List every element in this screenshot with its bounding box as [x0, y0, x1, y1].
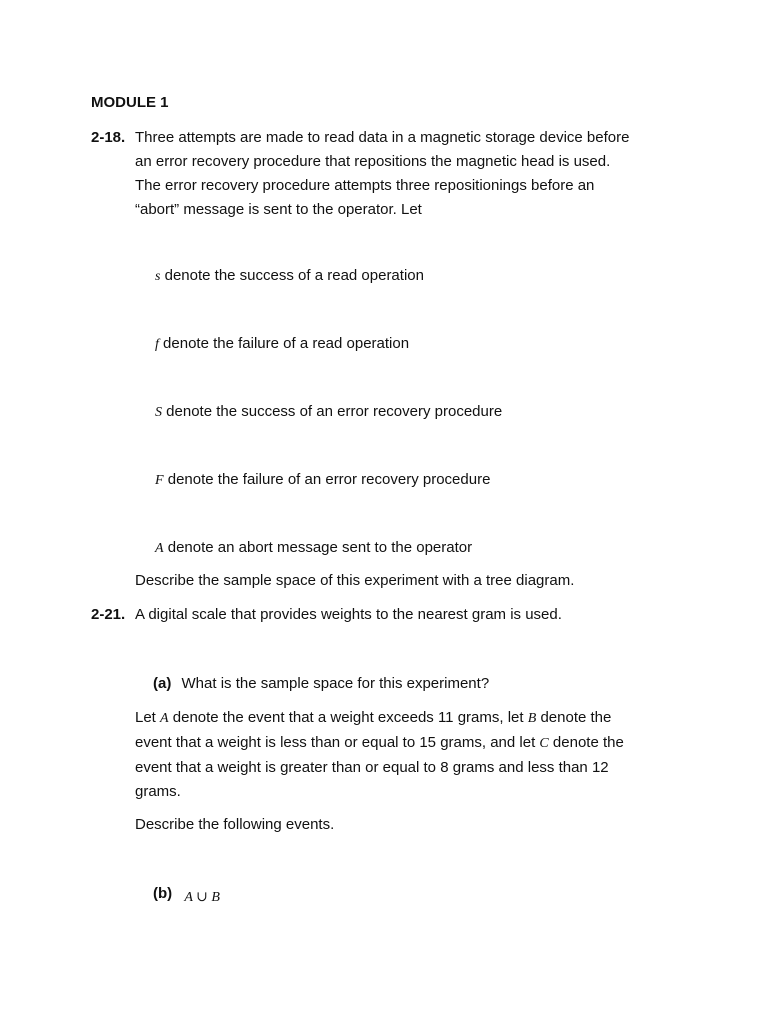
- part-label: (b): [153, 885, 173, 902]
- paragraph-line: event that a weight is less than or equal to 15 grams, and let C denote the: [135, 734, 624, 751]
- problem-number: 2-21.: [91, 606, 126, 623]
- definition-item: [155, 539, 472, 557]
- part-a: [153, 675, 489, 692]
- definition-text: denote the failure of an error recovery procedure: [163, 471, 491, 488]
- definition-item: [155, 335, 409, 353]
- math-symbol: C: [539, 736, 549, 751]
- problem-number: 2-18.: [91, 129, 126, 146]
- statement-line: The error recovery procedure attempts three repositionings before an: [135, 177, 595, 194]
- statement-line: Three attempts are made to read data in a magnetic storage device before: [135, 129, 630, 146]
- events-paragraph: [135, 706, 675, 804]
- paragraph-line: grams.: [135, 783, 181, 800]
- statement-line: “abort” message is sent to the operator. Let: [135, 201, 422, 218]
- math-symbol: f: [155, 337, 159, 352]
- describe-text: Describe the following events.: [135, 816, 335, 833]
- math-symbol: s: [155, 269, 161, 284]
- module-heading: MODULE 1: [91, 94, 169, 111]
- math-expression: A ∪ B: [184, 890, 220, 905]
- part-label: (a): [153, 675, 172, 692]
- math-symbol: A: [155, 541, 164, 556]
- definition-text: denote the success of an error recovery procedure: [162, 403, 503, 420]
- part-question: What is the sample space for this experiment?: [181, 675, 490, 692]
- paragraph-line: Let A denote the event that a weight exceeds 11 grams, let B denote the: [135, 709, 612, 726]
- definition-item: [155, 403, 502, 421]
- problem-intro: A digital scale that provides weights to the nearest gram is used.: [135, 606, 562, 623]
- definition-item: [155, 471, 490, 489]
- definition-text: denote the success of a read operation: [160, 267, 424, 284]
- math-symbol: B: [527, 711, 537, 726]
- part-b: [153, 885, 220, 903]
- math-symbol: A: [160, 711, 169, 726]
- instruction-text: Describe the sample space of this experiment with a tree diagram.: [135, 572, 575, 589]
- definition-text: denote the failure of a read operation: [158, 335, 410, 352]
- paragraph-line: event that a weight is greater than or equal to 8 grams and less than 12: [135, 759, 609, 776]
- statement-line: an error recovery procedure that repositions the magnetic head is used.: [135, 153, 611, 170]
- math-symbol: F: [155, 473, 164, 488]
- problem-statement: [135, 126, 675, 222]
- definition-text: denote an abort message sent to the operator: [163, 539, 473, 556]
- definition-item: [155, 267, 424, 285]
- math-symbol: S: [155, 405, 162, 420]
